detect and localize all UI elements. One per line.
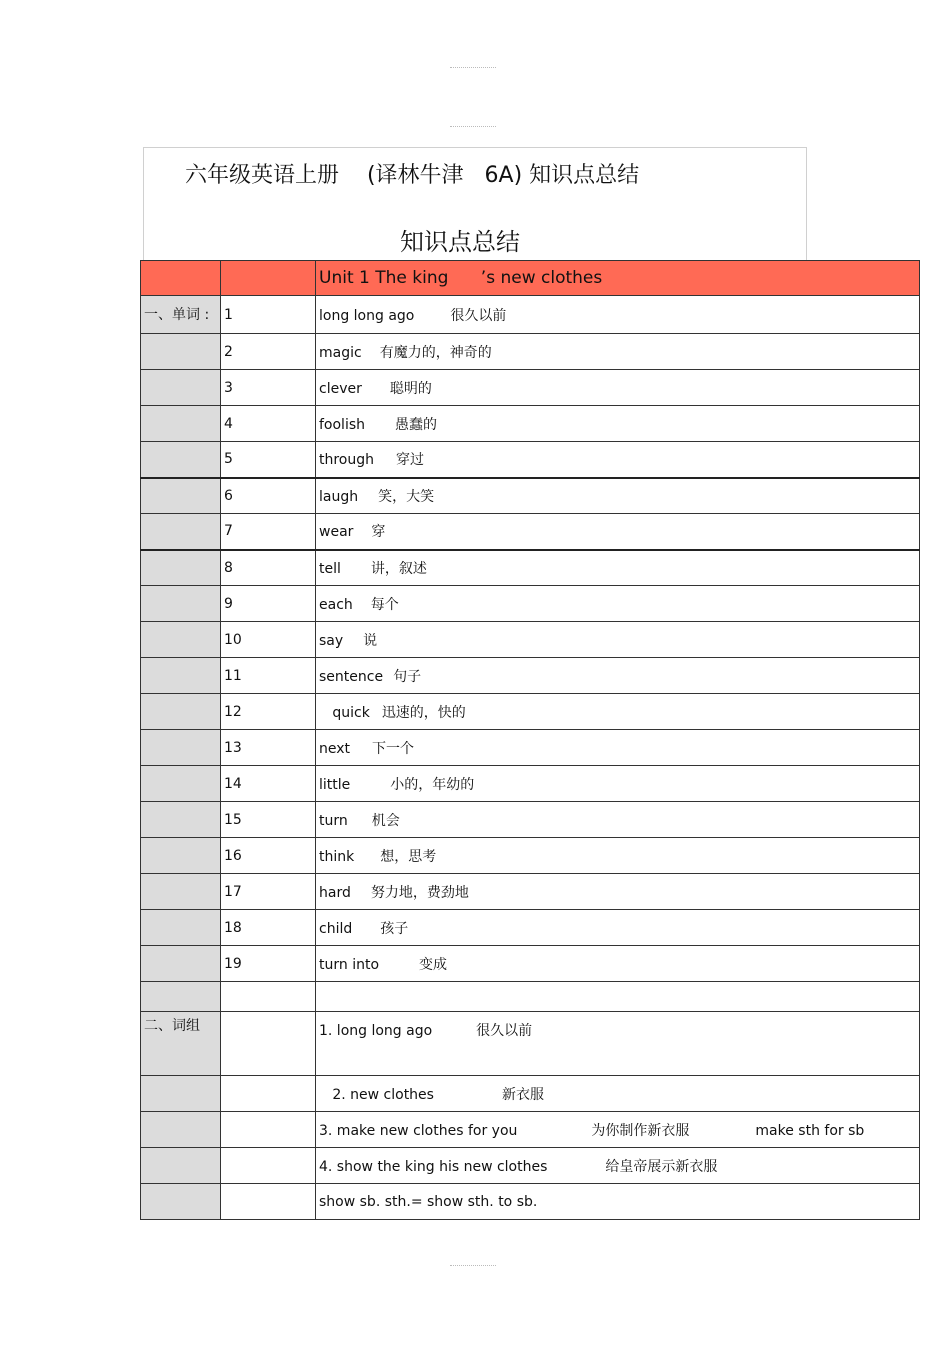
word-row (141, 730, 920, 766)
blank-cell (316, 982, 920, 1012)
category-cell (141, 946, 221, 982)
word-chinese: 愚蠢的 (395, 416, 438, 433)
category-cell (141, 1076, 221, 1112)
phrase-chinese: 新衣服 (501, 1086, 544, 1103)
blank-cell (221, 1148, 316, 1184)
word-entry (316, 334, 920, 370)
category-cell (141, 622, 221, 658)
blank-cell (221, 1076, 316, 1112)
word-english: think (319, 848, 355, 865)
word-english: next (319, 740, 351, 757)
phrase-english: 2. new clothes (319, 1086, 434, 1103)
word-row (141, 766, 920, 802)
word-number: 11 (221, 658, 316, 694)
word-english: tell (319, 560, 341, 577)
category-cell (141, 874, 221, 910)
word-row (141, 874, 920, 910)
word-english: say (319, 632, 344, 649)
word-row (141, 406, 920, 442)
category-cell (141, 1112, 221, 1148)
word-number: 7 (221, 514, 316, 550)
category-cell: 一、单词 : (141, 296, 221, 334)
word-english: laugh (319, 488, 359, 505)
word-english: foolish (319, 416, 366, 433)
word-english: through (319, 452, 375, 469)
phrase-chinese: 为你制作新衣服 (591, 1122, 690, 1139)
word-number: 17 (221, 874, 316, 910)
blank-cell (221, 1012, 316, 1076)
word-entry (316, 658, 920, 694)
category-cell (141, 334, 221, 370)
phrase-chinese: 给皇帝展示新衣服 (605, 1158, 718, 1175)
category-cell (141, 802, 221, 838)
phrase-english: 4. show the king his new clothes (319, 1158, 548, 1175)
word-chinese: 穿 (371, 524, 386, 541)
phrase-pattern: make sth for sb (755, 1122, 865, 1139)
word-english: little (319, 776, 351, 793)
document-subtitle: 知识点总结 (400, 228, 520, 256)
word-chinese: 句子 (393, 668, 422, 685)
unit-header-row (141, 261, 920, 296)
header-blank-cell (141, 261, 221, 296)
word-entry (316, 442, 920, 478)
category-cell (141, 982, 221, 1012)
word-number: 1 (221, 296, 316, 334)
phrase-row (141, 1076, 920, 1112)
phrase-entry (316, 1112, 920, 1148)
word-chinese: 讲，叙述 (370, 560, 427, 577)
word-chinese: 变成 (419, 956, 448, 973)
phrase-english: 3. make new clothes for you (319, 1122, 518, 1139)
phrase-row (141, 1112, 920, 1148)
word-entry (316, 946, 920, 982)
word-row (141, 622, 920, 658)
word-english: clever (319, 380, 362, 397)
category-cell (141, 694, 221, 730)
category-cell (141, 550, 221, 586)
word-row (141, 550, 920, 586)
word-entry (316, 514, 920, 550)
word-chinese: 笑，大笑 (378, 488, 435, 505)
category-cell (141, 766, 221, 802)
word-number: 5 (221, 442, 316, 478)
phrase-entry (316, 1076, 920, 1112)
word-row (141, 514, 920, 550)
word-row (141, 658, 920, 694)
word-row (141, 694, 920, 730)
phrase-entry (316, 1184, 920, 1220)
word-entry (316, 370, 920, 406)
word-number: 8 (221, 550, 316, 586)
word-chinese: 机会 (371, 812, 400, 829)
word-chinese: 每个 (370, 596, 399, 613)
word-number: 13 (221, 730, 316, 766)
word-number: 6 (221, 478, 316, 514)
word-row (141, 442, 920, 478)
phrase-english: show sb. sth.= show sth. to sb. (319, 1193, 538, 1210)
word-english: quick (319, 704, 370, 721)
category-cell (141, 442, 221, 478)
category-cell (141, 586, 221, 622)
word-entry (316, 586, 920, 622)
word-number: 4 (221, 406, 316, 442)
page-dots-top (450, 67, 496, 70)
category-cell (141, 406, 221, 442)
phrase-english: 1. long long ago (319, 1023, 433, 1039)
word-number: 9 (221, 586, 316, 622)
word-english: hard (319, 884, 351, 901)
word-entry (316, 910, 920, 946)
word-chinese: 穿过 (396, 452, 425, 469)
word-entry (316, 550, 920, 586)
word-english: wear (319, 524, 354, 541)
word-number: 14 (221, 766, 316, 802)
word-number: 3 (221, 370, 316, 406)
word-chinese: 说 (363, 632, 378, 649)
blank-cell (221, 982, 316, 1012)
word-entry (316, 478, 920, 514)
word-entry (316, 694, 920, 730)
word-row (141, 370, 920, 406)
page-dots-bottom (450, 1265, 496, 1268)
category-cell (141, 478, 221, 514)
word-chinese: 聪明的 (389, 380, 432, 397)
spacer-row (141, 982, 920, 1012)
word-row (141, 838, 920, 874)
category-cell (141, 658, 221, 694)
word-chinese: 孩子 (380, 920, 409, 937)
category-cell (141, 730, 221, 766)
word-number: 10 (221, 622, 316, 658)
word-chinese: 有魔力的，神奇的 (379, 344, 492, 361)
knowledge-table (140, 260, 920, 1220)
category-cell: 二、词组 (141, 1012, 221, 1076)
word-number: 18 (221, 910, 316, 946)
word-chinese: 小的，年幼的 (390, 776, 475, 793)
page-dots-header (450, 126, 496, 129)
phrase-entry (316, 1012, 920, 1076)
word-chinese: 下一个 (372, 740, 415, 757)
category-cell (141, 910, 221, 946)
word-row (141, 334, 920, 370)
phrase-row (141, 1012, 920, 1076)
category-cell (141, 514, 221, 550)
blank-cell (221, 1112, 316, 1148)
word-number: 19 (221, 946, 316, 982)
word-entry (316, 406, 920, 442)
word-row (141, 946, 920, 982)
word-chinese: 努力地，费劲地 (370, 884, 469, 901)
word-chinese: 想，思考 (380, 848, 437, 865)
blank-cell (221, 1184, 316, 1220)
word-english: turn into (319, 956, 380, 973)
word-entry (316, 802, 920, 838)
word-entry (316, 874, 920, 910)
unit-header: Unit 1 The king ’s new clothes (316, 261, 920, 296)
word-entry (316, 838, 920, 874)
word-row (141, 296, 920, 334)
word-english: turn (319, 812, 348, 829)
category-cell (141, 838, 221, 874)
category-cell (141, 1148, 221, 1184)
word-chinese: 很久以前 (450, 307, 507, 324)
phrase-row (141, 1184, 920, 1220)
phrase-chinese: 很久以前 (476, 1023, 533, 1039)
word-number: 15 (221, 802, 316, 838)
category-cell (141, 370, 221, 406)
word-english: long long ago (319, 307, 415, 324)
header-blank-cell (221, 261, 316, 296)
word-row (141, 586, 920, 622)
word-entry (316, 296, 920, 334)
word-number: 12 (221, 694, 316, 730)
word-row (141, 802, 920, 838)
phrase-entry (316, 1148, 920, 1184)
word-number: 16 (221, 838, 316, 874)
word-entry (316, 622, 920, 658)
word-english: sentence (319, 668, 384, 685)
word-entry (316, 730, 920, 766)
category-cell (141, 1184, 221, 1220)
word-english: child (319, 920, 353, 937)
word-row (141, 478, 920, 514)
word-number: 2 (221, 334, 316, 370)
document-title: 六年级英语上册 (译林牛津 6A) 知识点总结 (185, 163, 640, 188)
word-english: each (319, 596, 353, 613)
word-english: magic (319, 344, 362, 361)
word-chinese: 迅速的，快的 (381, 704, 466, 721)
word-entry (316, 766, 920, 802)
phrase-row (141, 1148, 920, 1184)
word-row (141, 910, 920, 946)
